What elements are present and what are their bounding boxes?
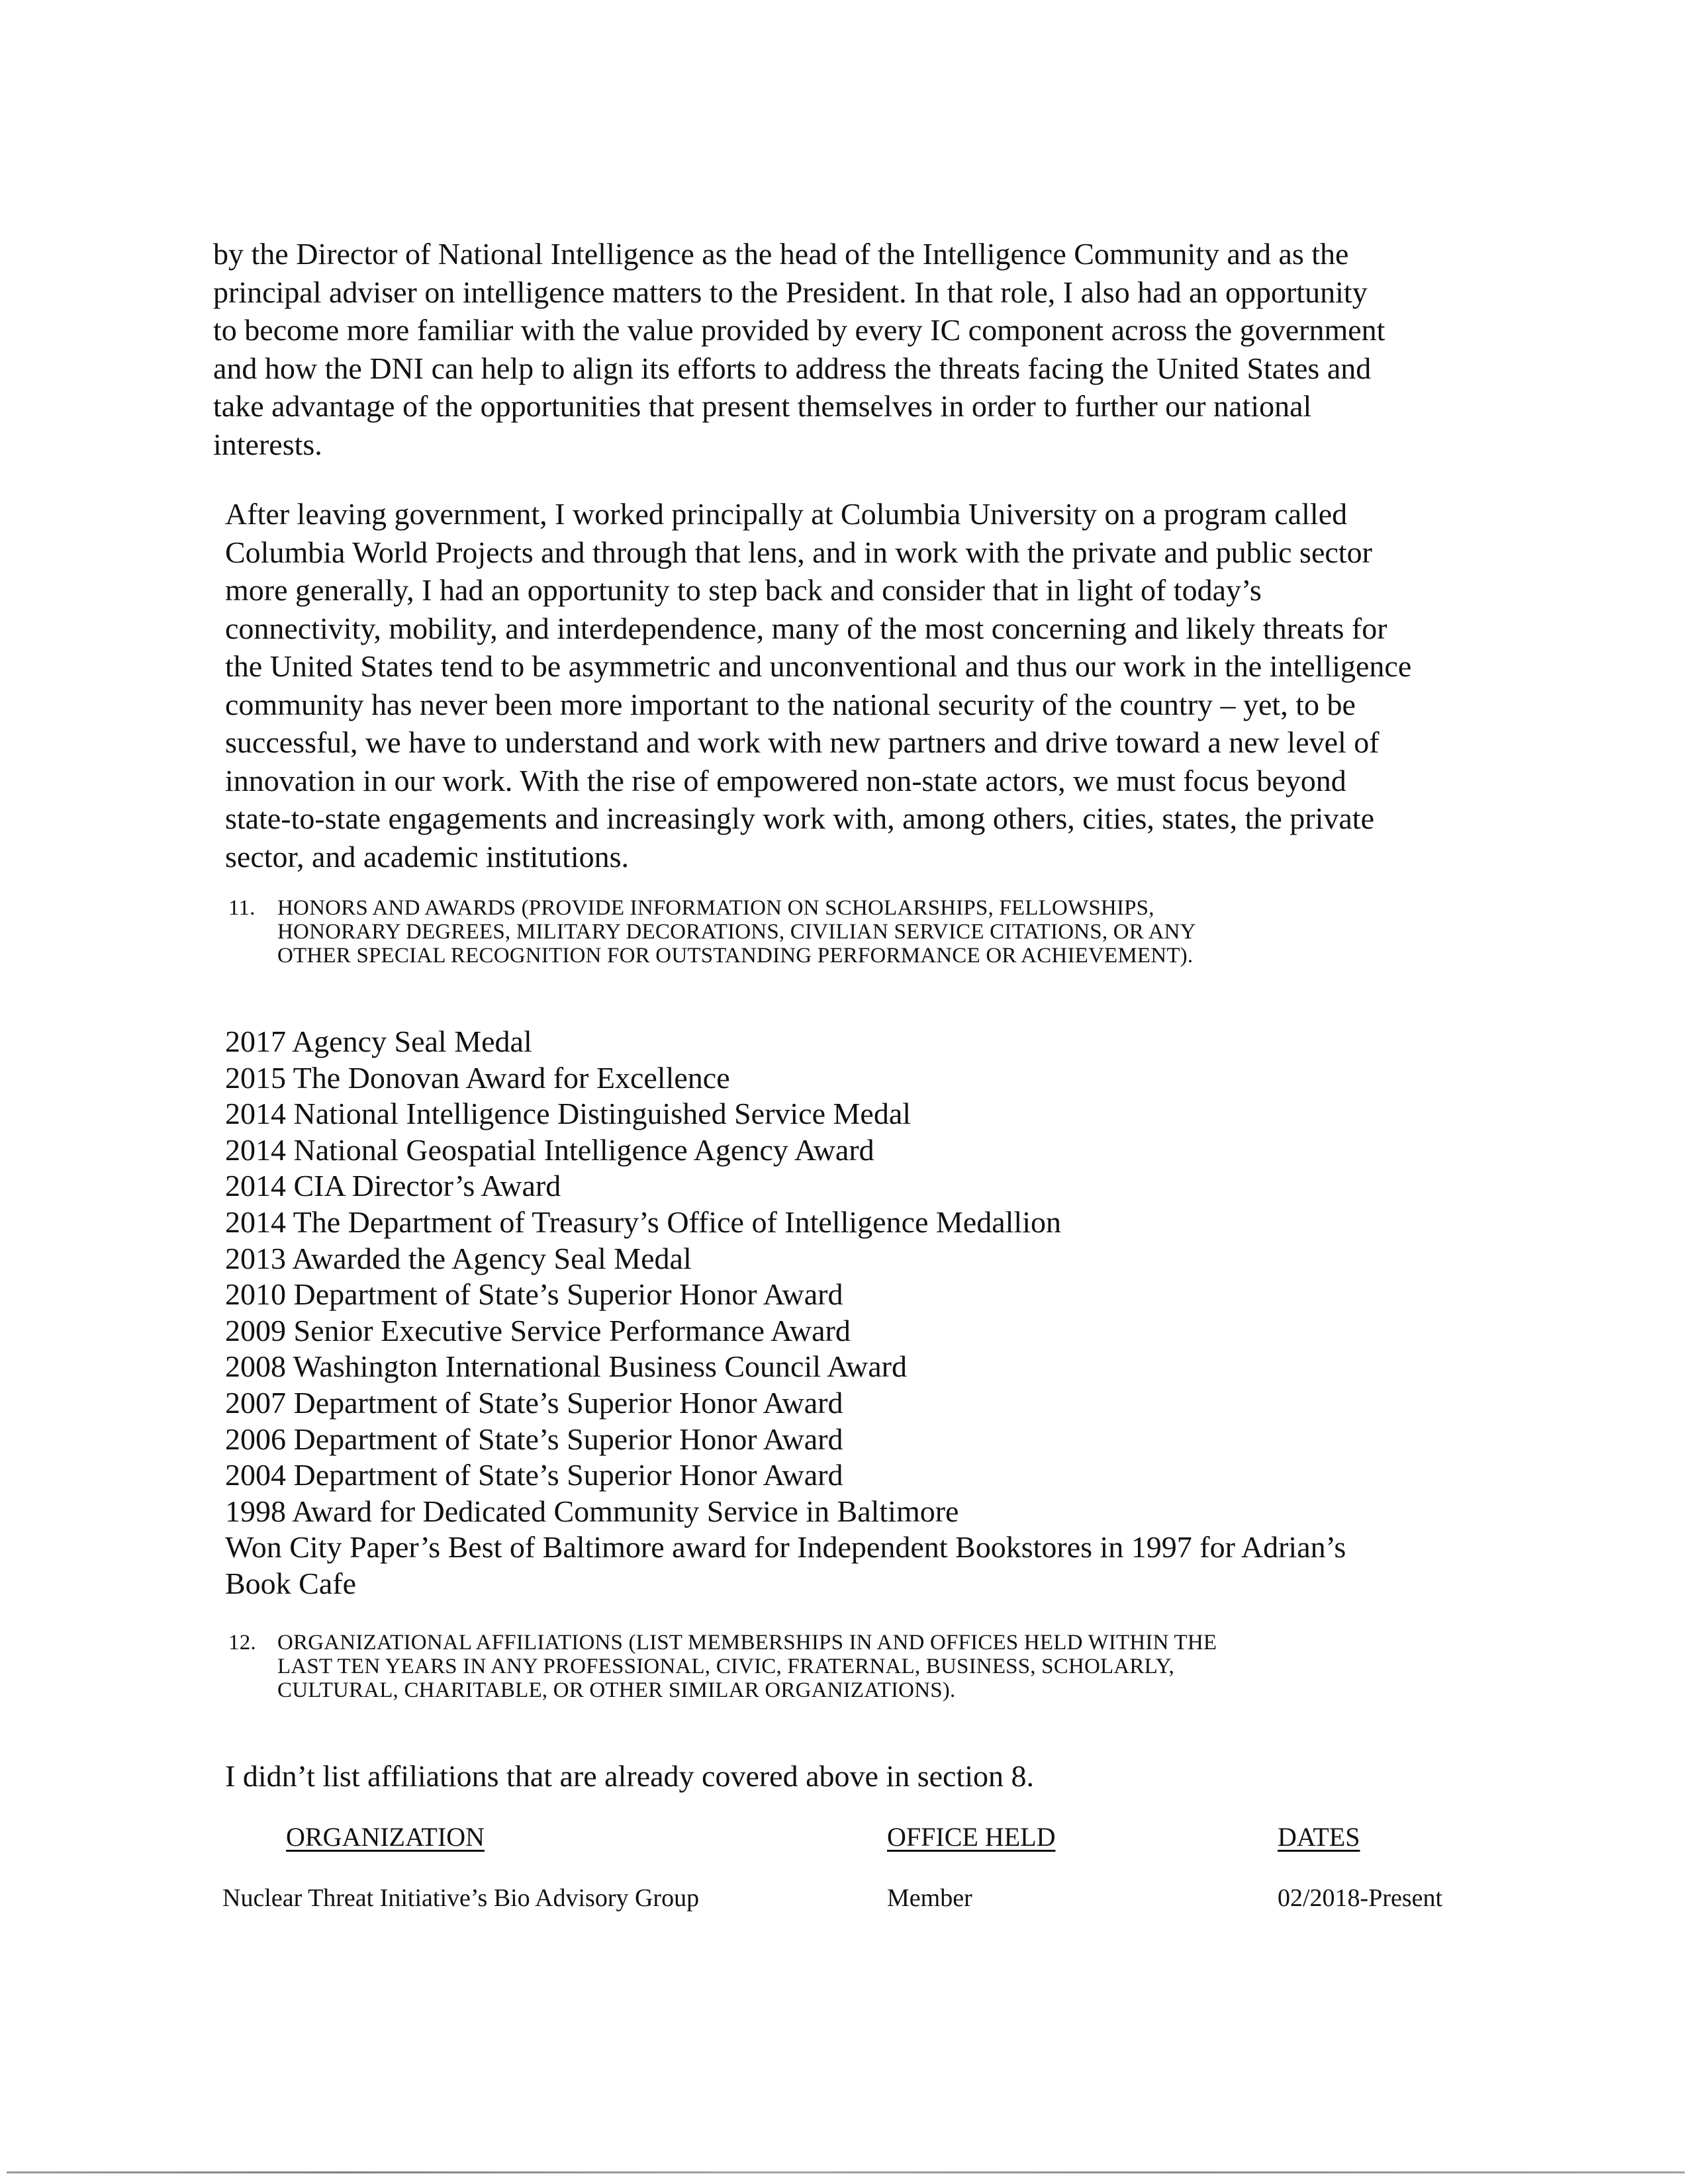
award-item: 2010 Department of State’s Superior Honor Award: [225, 1277, 843, 1312]
paragraph-line: After leaving government, I worked principally at Columbia University on a program called: [225, 497, 1348, 531]
award-item: 2009 Senior Executive Service Performance Award: [225, 1313, 851, 1347]
award-item: 2007 Department of State’s Superior Honor Award: [225, 1385, 843, 1420]
award-item: 2004 Department of State’s Superior Honor Award: [225, 1458, 843, 1492]
paragraph-dni-role: [213, 235, 1385, 463]
paragraph-line: principal adviser on intelligence matters to the President. In that role, I also had an opportunity: [213, 275, 1368, 309]
award-item: 2014 National Intelligence Distinguished Service Medal: [225, 1097, 912, 1131]
award-item: 2014 National Geospatial Intelligence Agency Award: [225, 1132, 874, 1167]
section-heading-line: ORGANIZATIONAL AFFILIATIONS (LIST MEMBERSHIPS IN AND OFFICES HELD WITHIN THE: [277, 1631, 1217, 1655]
table-header-row: [225, 1821, 1483, 1861]
section-number: 12.: [228, 1631, 256, 1655]
table-row: [225, 1861, 1483, 1913]
paragraph-line: community has never been more important to the national security of the country – yet, to be: [225, 687, 1356, 721]
section-12-heading: [228, 1631, 1217, 1702]
award-item: 2013 Awarded the Agency Seal Medal: [225, 1241, 692, 1275]
affiliations-table: [222, 1821, 1483, 1913]
award-item: 2014 The Department of Treasury’s Office of Intelligence Medallion: [225, 1205, 1061, 1239]
section-11-heading: [228, 896, 1196, 968]
cell-organization: Nuclear Threat Initiative’s Bio Advisory Group: [222, 1884, 700, 1912]
column-header-dates: DATES: [1278, 1822, 1360, 1852]
paragraph-line: more generally, I had an opportunity to step back and consider that in light of today’s: [225, 573, 1262, 607]
award-item: 2015 The Donovan Award for Excellence: [225, 1060, 730, 1095]
paragraph-after-government: [225, 495, 1411, 876]
award-item: 2017 Agency Seal Medal: [225, 1024, 532, 1058]
paragraph-line: Columbia World Projects and through that lens, and in work with the private and public sector: [225, 535, 1372, 569]
award-item: 2008 Washington International Business Council Award: [225, 1349, 907, 1384]
paragraph-line: interests.: [213, 427, 322, 461]
award-item: 1998 Award for Dedicated Community Service in Baltimore: [225, 1494, 959, 1528]
cell-office-held: Member: [887, 1884, 972, 1912]
award-item: Book Cafe: [225, 1566, 357, 1600]
paragraph-line: innovation in our work. With the rise of empowered non-state actors, we must focus beyond: [225, 763, 1346, 797]
paragraph-line: by the Director of National Intelligence as the head of the Intelligence Community and as the: [213, 237, 1349, 271]
section-heading-line: HONORARY DEGREES, MILITARY DECORATIONS, CIVILIAN SERVICE CITATIONS, OR ANY: [277, 920, 1196, 944]
section-heading-line: CULTURAL, CHARITABLE, OR OTHER SIMILAR ORGANIZATIONS).: [277, 1678, 956, 1702]
paragraph-line: sector, and academic institutions.: [225, 839, 630, 874]
affiliations-note: I didn’t list affiliations that are already covered above in section 8.: [225, 1759, 1035, 1793]
paragraph-line: the United States tend to be asymmetric and unconventional and thus our work in the intelligence: [225, 649, 1412, 683]
paragraph-line: and how the DNI can help to align its efforts to address the threats facing the United States and: [213, 351, 1372, 385]
section-heading-line: HONORS AND AWARDS (PROVIDE INFORMATION ON SCHOLARSHIPS, FELLOWSHIPS,: [277, 896, 1154, 920]
section-heading-line: LAST TEN YEARS IN ANY PROFESSIONAL, CIVIC, FRATERNAL, BUSINESS, SCHOLARLY,: [277, 1655, 1174, 1678]
cell-dates: 02/2018-Present: [1278, 1884, 1443, 1912]
award-item: 2014 CIA Director’s Award: [225, 1169, 561, 1203]
paragraph-line: successful, we have to understand and work with new partners and drive toward a new level of: [225, 725, 1380, 759]
paragraph-line: state-to-state engagements and increasingly work with, among others, cities, states, the private: [225, 801, 1374, 835]
awards-list: [225, 1024, 1346, 1602]
column-header-office-held: OFFICE HELD: [887, 1822, 1056, 1852]
award-item: 2006 Department of State’s Superior Honor Award: [225, 1422, 843, 1456]
section-heading-line: OTHER SPECIAL RECOGNITION FOR OUTSTANDING PERFORMANCE OR ACHIEVEMENT).: [277, 944, 1194, 968]
award-item: Won City Paper’s Best of Baltimore award for Independent Bookstores in 1997 for Adrian’s: [225, 1530, 1346, 1565]
paragraph-line: to become more familiar with the value provided by every IC component across the government: [213, 313, 1385, 347]
section-number: 11.: [228, 896, 256, 920]
column-header-organization: ORGANIZATION: [286, 1822, 485, 1852]
paragraph-line: take advantage of the opportunities that present themselves in order to further our national: [213, 389, 1312, 423]
paragraph-line: connectivity, mobility, and interdependence, many of the most concerning and likely threats for: [225, 611, 1387, 645]
page-bottom-rule: [7, 2171, 1685, 2173]
